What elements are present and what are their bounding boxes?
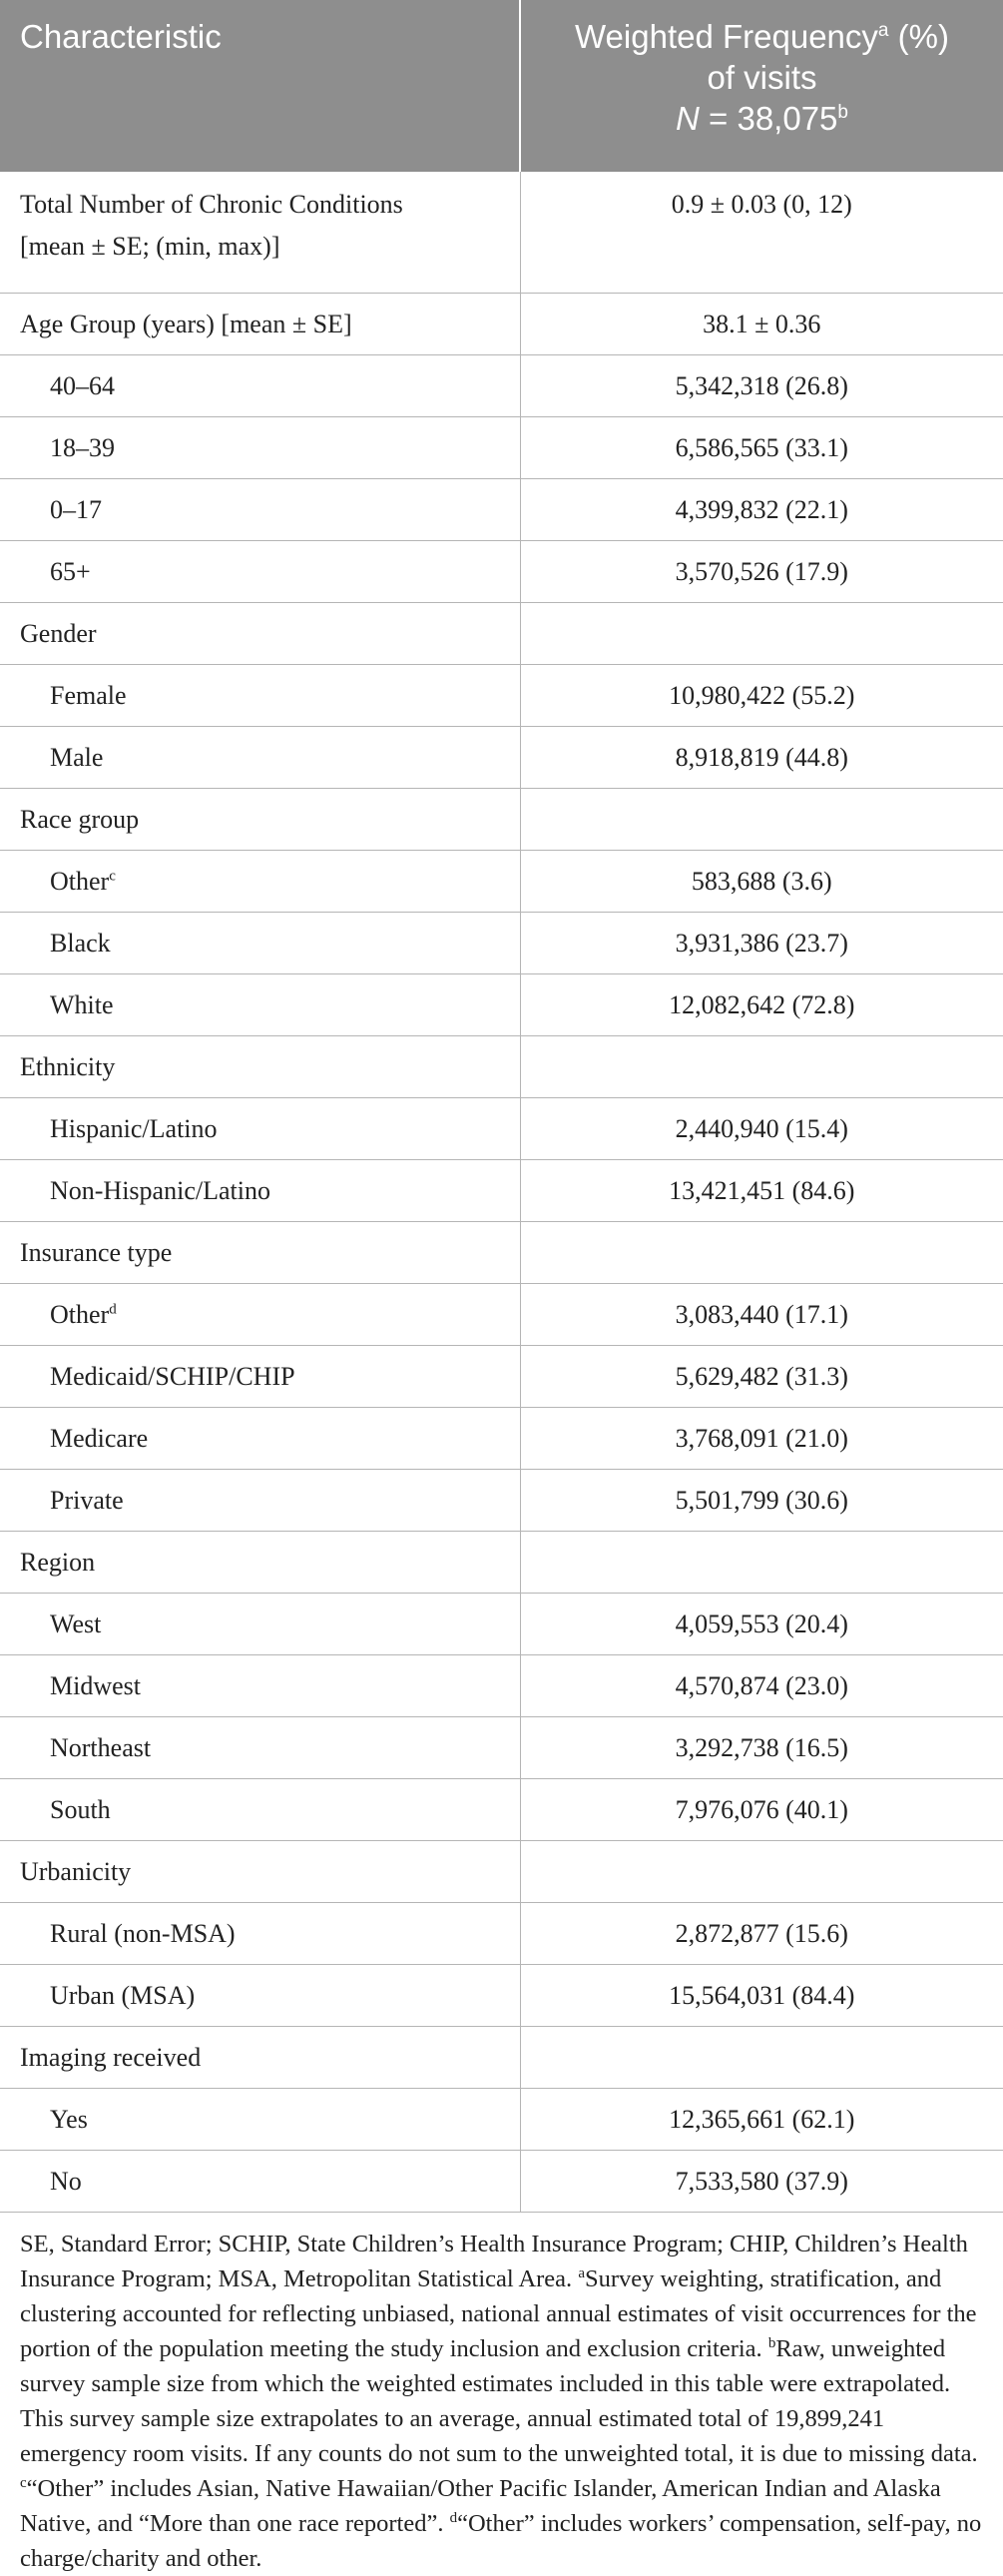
footnote-sample-size: Raw, unweighted survey sample size from which the weighted estimates included in this table were extrapolated. This survey sample size extrapolates to an average, annual estimated total of 19,899,241 emergency room visits. If any counts do not sum to the unweighted total, it is due to missing data. xyxy=(20,2335,978,2467)
table-row-age-18-39 xyxy=(0,417,1003,479)
row-label-urban: Urban (MSA) xyxy=(0,1965,520,2027)
table-row-race-group xyxy=(0,789,1003,851)
row-label-age-40-64: 40–64 xyxy=(0,355,520,417)
row-label-race-group: Race group xyxy=(0,789,520,851)
footnote-weighting: Survey weighting, stratification, and clustering accounted for reflecting unbiased, national annual estimates of visit occurrences for the portion of the population meeting the study inclusion and exclusion criteria. xyxy=(20,2265,977,2362)
table-row-private xyxy=(0,1470,1003,1532)
row-label-insurance-type: Insurance type xyxy=(0,1222,520,1284)
footnote-marker-b: b xyxy=(837,102,848,123)
table-footnote xyxy=(0,2213,1003,2576)
table-row-chronic-conditions xyxy=(0,172,1003,294)
row-label-male: Male xyxy=(0,727,520,789)
row-label-age-group: Age Group (years) [mean ± SE] xyxy=(0,294,520,355)
row-label-imaging-received: Imaging received xyxy=(0,2027,520,2089)
row-label-midwest: Midwest xyxy=(0,1655,520,1717)
table-row-rural xyxy=(0,1903,1003,1965)
race-other-text: Other xyxy=(50,866,110,896)
table-row-male xyxy=(0,727,1003,789)
table-row-south xyxy=(0,1779,1003,1841)
table-row-age-group xyxy=(0,294,1003,355)
footnote-sup-b: b xyxy=(767,2334,776,2351)
table-row-midwest xyxy=(0,1655,1003,1717)
row-label-northeast: Northeast xyxy=(0,1717,520,1779)
row-value-race-group-empty xyxy=(520,789,1003,851)
table-row-region xyxy=(0,1532,1003,1594)
row-value-medicaid: 5,629,482 (31.3) xyxy=(520,1346,1003,1408)
row-value-female: 10,980,422 (55.2) xyxy=(520,665,1003,727)
header-n-symbol: N xyxy=(676,100,700,137)
table-row-medicaid xyxy=(0,1346,1003,1408)
row-label-urbanicity: Urbanicity xyxy=(0,1841,520,1903)
footnote-marker-d: d xyxy=(109,1300,117,1317)
header-n-value: = 38,075 xyxy=(699,100,838,137)
footnote-sup-d: d xyxy=(449,2509,458,2526)
row-label-race-other xyxy=(0,851,520,913)
row-label-imaging-no: No xyxy=(0,2151,520,2213)
table-body xyxy=(0,172,1003,2213)
insurance-other-text: Other xyxy=(50,1299,110,1329)
row-value-medicare: 3,768,091 (21.0) xyxy=(520,1408,1003,1470)
row-label-ethnicity: Ethnicity xyxy=(0,1036,520,1098)
row-value-age-18-39: 6,586,565 (33.1) xyxy=(520,417,1003,479)
table-row-imaging-no xyxy=(0,2151,1003,2213)
row-value-midwest: 4,570,874 (23.0) xyxy=(520,1655,1003,1717)
row-label-medicaid: Medicaid/SCHIP/CHIP xyxy=(0,1346,520,1408)
table-row-white xyxy=(0,974,1003,1036)
row-value-age-40-64: 5,342,318 (26.8) xyxy=(520,355,1003,417)
table-row-northeast xyxy=(0,1717,1003,1779)
row-value-west: 4,059,553 (20.4) xyxy=(520,1594,1003,1655)
row-value-age-0-17: 4,399,832 (22.1) xyxy=(520,479,1003,541)
table-row-hispanic xyxy=(0,1098,1003,1160)
table-row-west xyxy=(0,1594,1003,1655)
row-label-hispanic: Hispanic/Latino xyxy=(0,1098,520,1160)
row-label-insurance-other xyxy=(0,1284,520,1346)
table-row-age-0-17 xyxy=(0,479,1003,541)
header-line-1 xyxy=(521,16,1003,57)
row-value-black: 3,931,386 (23.7) xyxy=(520,913,1003,974)
table-row-insurance-type xyxy=(0,1222,1003,1284)
header-weighted-frequency-text: Weighted Frequency xyxy=(575,18,878,55)
table-row-imaging-received xyxy=(0,2027,1003,2089)
row-value-northeast: 3,292,738 (16.5) xyxy=(520,1717,1003,1779)
row-value-private: 5,501,799 (30.6) xyxy=(520,1470,1003,1532)
table-row-insurance-other xyxy=(0,1284,1003,1346)
row-value-south: 7,976,076 (40.1) xyxy=(520,1779,1003,1841)
header-line-2: of visits xyxy=(707,59,817,96)
row-label-white: White xyxy=(0,974,520,1036)
row-label-female: Female xyxy=(0,665,520,727)
row-value-urbanicity-empty xyxy=(520,1841,1003,1903)
row-label-imaging-yes: Yes xyxy=(0,2089,520,2151)
header-characteristic: Characteristic xyxy=(0,0,520,172)
header-row xyxy=(0,0,1003,172)
row-value-imaging-received-empty xyxy=(520,2027,1003,2089)
row-value-age-65-plus: 3,570,526 (17.9) xyxy=(520,541,1003,603)
row-label-medicare: Medicare xyxy=(0,1408,520,1470)
footnote-abbreviations: SE, Standard Error; SCHIP, State Children’s Health Insurance Program; CHIP, Children’s Health Insurance Program; MSA, Metropolitan Statistical Area. xyxy=(20,2231,968,2292)
row-label-gender: Gender xyxy=(0,603,520,665)
table-row-female xyxy=(0,665,1003,727)
row-label-age-65-plus: 65+ xyxy=(0,541,520,603)
row-value-insurance-type-empty xyxy=(520,1222,1003,1284)
table-row-urban xyxy=(0,1965,1003,2027)
header-percent-text: (%) xyxy=(888,18,949,55)
footnote-insurance-other: “Other” includes workers’ compensation, self-pay, no charge/charity and other. xyxy=(20,2510,982,2572)
row-label-private: Private xyxy=(0,1470,520,1532)
table-row-urbanicity xyxy=(0,1841,1003,1903)
table-row-age-40-64 xyxy=(0,355,1003,417)
row-label-rural: Rural (non-MSA) xyxy=(0,1903,520,1965)
row-label-west: West xyxy=(0,1594,520,1655)
table-row-ethnicity xyxy=(0,1036,1003,1098)
row-label-age-0-17: 0–17 xyxy=(0,479,520,541)
table-row-black xyxy=(0,913,1003,974)
table-row-imaging-yes xyxy=(0,2089,1003,2151)
row-value-race-other: 583,688 (3.6) xyxy=(520,851,1003,913)
table-row-medicare xyxy=(0,1408,1003,1470)
row-value-hispanic: 2,440,940 (15.4) xyxy=(520,1098,1003,1160)
table-row-non-hispanic xyxy=(0,1160,1003,1222)
row-value-chronic-conditions: 0.9 ± 0.03 (0, 12) xyxy=(520,172,1003,294)
footnote-sup-c: c xyxy=(20,2474,27,2491)
row-value-white: 12,082,642 (72.8) xyxy=(520,974,1003,1036)
row-value-imaging-no: 7,533,580 (37.9) xyxy=(520,2151,1003,2213)
row-value-imaging-yes: 12,365,661 (62.1) xyxy=(520,2089,1003,2151)
table-row-gender xyxy=(0,603,1003,665)
row-value-region-empty xyxy=(520,1532,1003,1594)
chronic-label-line-2: [mean ± SE; (min, max)] xyxy=(20,232,280,261)
header-weighted-frequency xyxy=(520,0,1003,172)
row-value-rural: 2,872,877 (15.6) xyxy=(520,1903,1003,1965)
footnote-marker-c: c xyxy=(109,867,116,884)
header-line-3 xyxy=(521,98,1003,139)
row-label-non-hispanic: Non-Hispanic/Latino xyxy=(0,1160,520,1222)
chronic-label-line-1: Total Number of Chronic Conditions xyxy=(20,190,403,219)
row-value-non-hispanic: 13,421,451 (84.6) xyxy=(520,1160,1003,1222)
footnote-sup-a: a xyxy=(578,2264,585,2281)
row-value-age-group: 38.1 ± 0.36 xyxy=(520,294,1003,355)
footnote-race-other: “Other” includes Asian, Native Hawaiian/Other Pacific Islander, American Indian and Alaska Native, and “More than one race reported”. xyxy=(20,2475,941,2537)
row-value-insurance-other: 3,083,440 (17.1) xyxy=(520,1284,1003,1346)
row-label-black: Black xyxy=(0,913,520,974)
row-value-gender-empty xyxy=(520,603,1003,665)
row-label-age-18-39: 18–39 xyxy=(0,417,520,479)
row-value-urban: 15,564,031 (84.4) xyxy=(520,1965,1003,2027)
row-label-region: Region xyxy=(0,1532,520,1594)
row-label-chronic-conditions xyxy=(0,172,520,294)
footnote-marker-a: a xyxy=(877,20,889,41)
table-row-age-65-plus xyxy=(0,541,1003,603)
row-value-male: 8,918,819 (44.8) xyxy=(520,727,1003,789)
row-label-south: South xyxy=(0,1779,520,1841)
row-value-ethnicity-empty xyxy=(520,1036,1003,1098)
table-header xyxy=(0,0,1003,172)
table-row-race-other xyxy=(0,851,1003,913)
